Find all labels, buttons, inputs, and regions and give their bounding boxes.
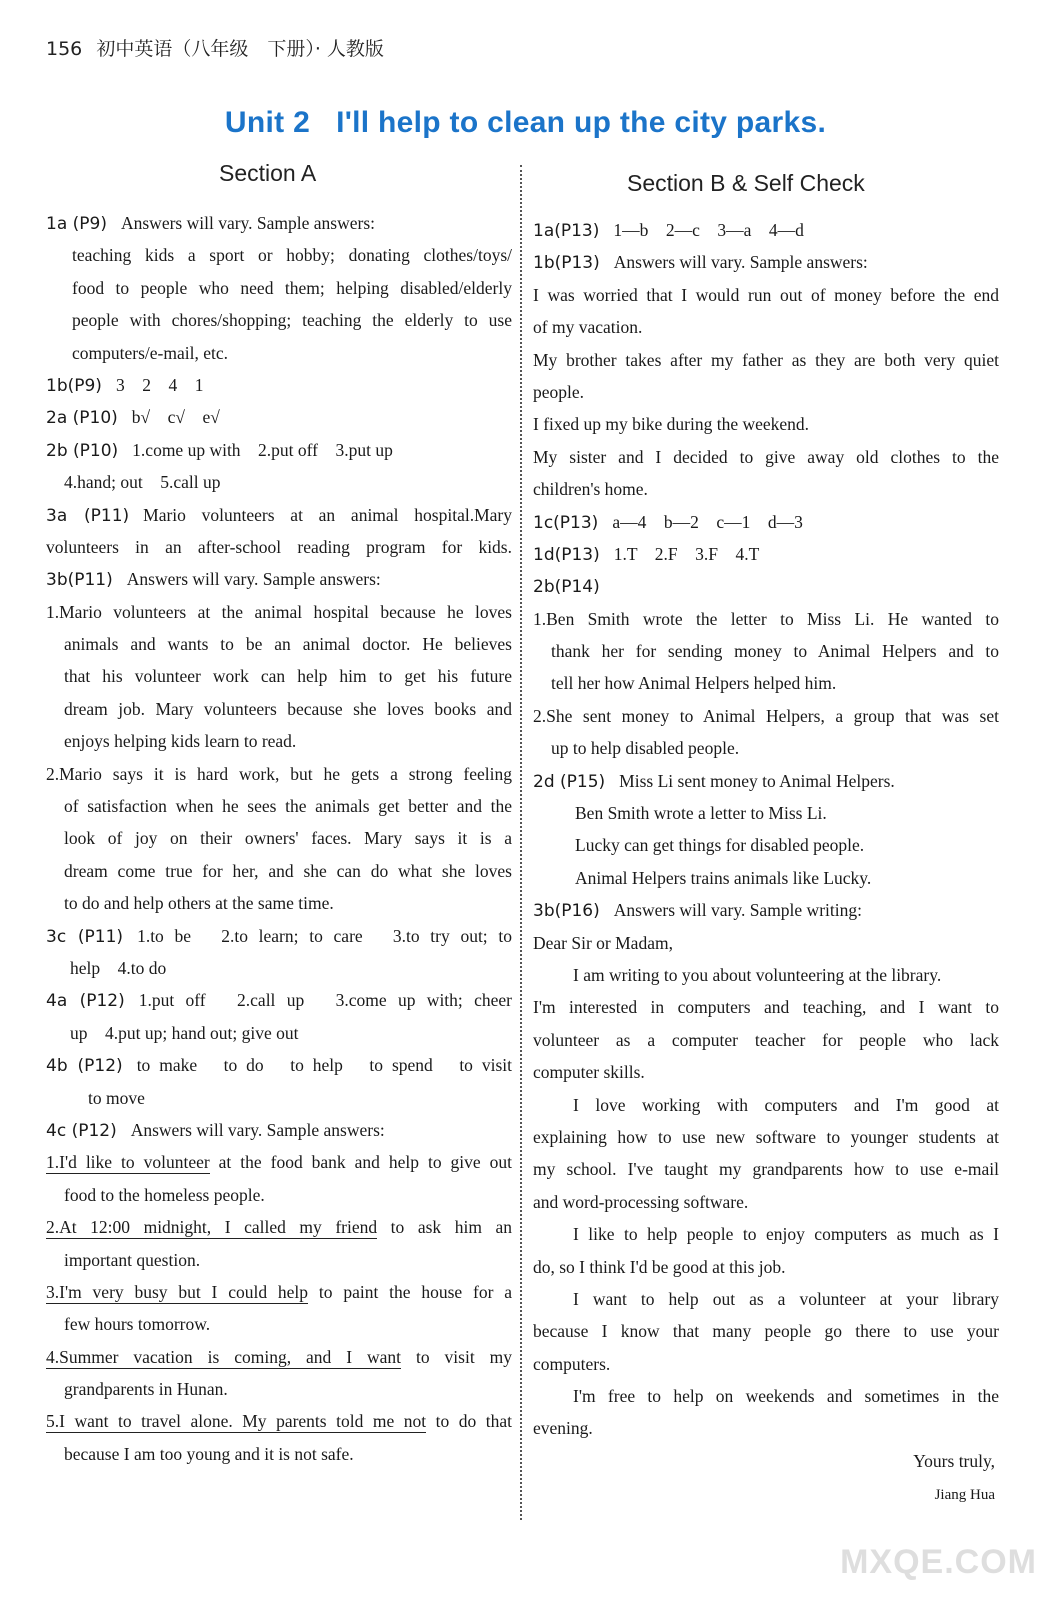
answer-text: my school. I've taught my grandparents how to use e-mail bbox=[533, 1159, 999, 1180]
answer-text: a—4 b—2 c—1 d—3 bbox=[612, 511, 803, 532]
answer-text: Miss Li sent money to Animal Helpers. bbox=[619, 770, 895, 791]
answer-text: 1.T 2.F 3.F 4.T bbox=[613, 543, 760, 564]
answer-text: people. bbox=[533, 381, 585, 402]
answer-text: Answers will vary. Sample writing: bbox=[613, 900, 862, 921]
underlined-text: 5.I want to travel alone. My parents told me not bbox=[46, 1411, 427, 1432]
answer-text: do, so I think I'd be good at this job. bbox=[533, 1256, 786, 1277]
exercise-label: 2d (P15) bbox=[533, 771, 606, 792]
answer-text: animals and wants to be an animal doctor. He believes bbox=[64, 634, 512, 655]
answer-line bbox=[533, 376, 999, 408]
answer-text: important question. bbox=[64, 1249, 201, 1270]
answer-line bbox=[533, 311, 999, 343]
answer-line bbox=[46, 855, 512, 887]
answer-text: at the food bank and help to give out bbox=[209, 1152, 513, 1173]
answer-line bbox=[46, 693, 512, 725]
answer-line bbox=[46, 531, 512, 563]
answer-text: to paint the house for a bbox=[308, 1281, 512, 1302]
answer-line bbox=[533, 441, 999, 473]
answer-line bbox=[46, 790, 512, 822]
answer-line bbox=[46, 1276, 512, 1308]
answer-line bbox=[533, 797, 999, 829]
unit-number: Unit 2 bbox=[224, 106, 311, 139]
answer-text: dream job. Mary volunteers because she loves books and bbox=[64, 698, 512, 719]
answer-text: food to the homeless people. bbox=[64, 1184, 265, 1205]
answer-line bbox=[533, 1218, 999, 1250]
answer-line bbox=[46, 660, 512, 692]
answer-line bbox=[533, 214, 999, 246]
answer-text: evening. bbox=[533, 1418, 593, 1439]
section-b-column bbox=[533, 214, 999, 1510]
answer-text: of satisfaction when he sees the animals get better and the bbox=[64, 796, 512, 817]
answer-text: to visit my bbox=[401, 1346, 512, 1367]
answer-line bbox=[533, 603, 999, 635]
answer-text: to ask him an bbox=[377, 1217, 513, 1238]
unit-title-text: I'll help to clean up the city parks. bbox=[336, 106, 827, 139]
answer-line bbox=[46, 1146, 512, 1178]
answer-line bbox=[46, 1405, 512, 1437]
section-a-column bbox=[46, 207, 512, 1470]
answer-line bbox=[533, 700, 999, 732]
exercise-label: 3a (P11) bbox=[46, 505, 130, 526]
answer-text: help 4.to do bbox=[70, 957, 167, 978]
answer-line bbox=[533, 1251, 999, 1283]
answer-line bbox=[46, 1179, 512, 1211]
answer-text: I'm free to help on weekends and sometimes in the bbox=[573, 1386, 999, 1407]
answer-line bbox=[46, 984, 512, 1016]
answer-text: volunteer as a computer teacher for people who lack bbox=[533, 1029, 999, 1050]
answer-line bbox=[533, 765, 999, 797]
underlined-text: 4.Summer vacation is coming, and I want bbox=[46, 1346, 402, 1367]
answer-text: 2.She sent money to Animal Helpers, a group that was set bbox=[533, 705, 999, 726]
answer-text: Answers will vary. Sample answers: bbox=[613, 252, 868, 273]
answer-line bbox=[46, 887, 512, 919]
answer-text: I was worried that I would run out of money before the end bbox=[533, 284, 999, 305]
answer-line bbox=[46, 596, 512, 628]
answer-line bbox=[533, 1024, 999, 1056]
answer-text: I love working with computers and I'm good at bbox=[573, 1094, 999, 1115]
page-header bbox=[46, 34, 384, 61]
answer-text: My sister and I decided to give away old clothes to the bbox=[533, 446, 999, 467]
answer-line bbox=[46, 1438, 512, 1470]
answer-text: teaching kids a sport or hobby; donating clothes/toys/ bbox=[72, 245, 512, 266]
answer-line bbox=[533, 1283, 999, 1315]
answer-line bbox=[533, 1412, 999, 1444]
answer-line bbox=[533, 506, 999, 538]
answer-line bbox=[46, 239, 512, 271]
exercise-label: 1c(P13) bbox=[533, 512, 599, 533]
exercise-label: 1a (P9) bbox=[46, 214, 107, 234]
exercise-label: 3c (P11) bbox=[46, 926, 124, 947]
page-number: 156 bbox=[46, 38, 83, 60]
answer-text: b√ c√ e√ bbox=[131, 407, 220, 428]
answer-text: computers. bbox=[533, 1353, 611, 1374]
answer-text: computers/e-mail, etc. bbox=[72, 342, 228, 363]
answer-text: I like to help people to enjoy computers as much as I bbox=[573, 1224, 999, 1245]
answer-line bbox=[533, 959, 999, 991]
answer-line bbox=[533, 1348, 999, 1380]
answer-text: I fixed up my bike during the weekend. bbox=[533, 414, 810, 435]
exercise-label: 2b (P10) bbox=[46, 440, 119, 461]
answer-line bbox=[533, 732, 999, 764]
answer-line bbox=[46, 1373, 512, 1405]
answer-text: 1.Ben Smith wrote the letter to Miss Li. He wanted to bbox=[533, 608, 999, 629]
answer-text: thank her for sending money to Animal Helpers and to bbox=[551, 641, 999, 662]
answer-line bbox=[46, 1211, 512, 1243]
answer-text: look of joy on their owners' faces. Mary says it is a bbox=[64, 828, 512, 849]
answer-line bbox=[533, 991, 999, 1023]
answer-text: computer skills. bbox=[533, 1062, 645, 1083]
exercise-label: 4c (P12) bbox=[46, 1120, 117, 1141]
answer-text: 2.Mario says it is hard work, but he gets a strong feeling bbox=[46, 763, 512, 784]
answer-line bbox=[533, 344, 999, 376]
answer-text: to do and help others at the same time. bbox=[64, 893, 334, 914]
answer-text: food to people who need them; helping disabled/elderly bbox=[72, 277, 512, 298]
answer-text: Dear Sir or Madam, bbox=[533, 932, 673, 953]
answer-line bbox=[533, 246, 999, 278]
answer-line bbox=[46, 725, 512, 757]
answer-line bbox=[533, 635, 999, 667]
answer-line bbox=[533, 279, 999, 311]
answer-text: children's home. bbox=[533, 479, 648, 500]
answer-text: dream come true for her, and she can do what she loves bbox=[64, 860, 512, 881]
answer-line bbox=[46, 952, 512, 984]
section-a-heading: Section A bbox=[219, 160, 317, 186]
answer-line bbox=[533, 894, 999, 926]
answer-text: enjoys helping kids learn to read. bbox=[64, 731, 297, 752]
answer-line bbox=[533, 473, 999, 505]
answer-line bbox=[46, 272, 512, 304]
answer-text: because I am too young and it is not safe. bbox=[64, 1443, 354, 1464]
answer-line bbox=[533, 538, 999, 570]
answer-line bbox=[46, 466, 512, 498]
answer-line bbox=[46, 337, 512, 369]
answer-text: Answers will vary. Sample answers: bbox=[120, 213, 376, 233]
answer-text: up to help disabled people. bbox=[551, 738, 740, 759]
answer-line bbox=[46, 1082, 512, 1114]
section-b-heading: Section B & Self Check bbox=[627, 170, 865, 196]
exercise-label: 3b(P16) bbox=[533, 901, 600, 922]
answer-line bbox=[46, 434, 512, 466]
answer-text: explaining how to use new software to younger students at bbox=[533, 1126, 999, 1147]
answer-line bbox=[533, 862, 999, 894]
answer-text: 4.hand; out 5.call up bbox=[64, 472, 221, 493]
answer-text: Animal Helpers trains animals like Lucky. bbox=[575, 867, 872, 888]
answer-text: 1.to be 2.to learn; to care 3.to try out; to bbox=[137, 925, 512, 946]
answer-text: of my vacation. bbox=[533, 317, 643, 338]
answer-line bbox=[533, 408, 999, 440]
answer-text: that his volunteer work can help him to get his future bbox=[64, 666, 512, 687]
answer-text: 1.come up with 2.put off 3.put up bbox=[132, 439, 393, 460]
underlined-text: 2.At 12:00 midnight, I called my friend bbox=[46, 1217, 378, 1238]
answer-line bbox=[533, 1121, 999, 1153]
answer-line bbox=[46, 207, 512, 239]
exercise-label: 1b(P9) bbox=[46, 375, 102, 396]
answer-line bbox=[533, 1153, 999, 1185]
answer-line bbox=[533, 927, 999, 959]
answer-text: I am writing to you about volunteering at the library. bbox=[573, 964, 942, 985]
exercise-label: 3b(P11) bbox=[46, 570, 113, 591]
answer-text: I'm interested in computers and teaching, and I want to bbox=[533, 997, 999, 1018]
answer-line bbox=[533, 1186, 999, 1218]
answer-line bbox=[46, 304, 512, 336]
answer-line bbox=[46, 1114, 512, 1146]
answer-text: 1.put off 2.call up 3.come up with; cheer bbox=[138, 990, 512, 1011]
answer-line bbox=[533, 1445, 999, 1477]
answer-line bbox=[46, 920, 512, 952]
exercise-label: 4a (P12) bbox=[46, 991, 125, 1012]
answer-text: I want to help out as a volunteer at your library bbox=[573, 1288, 999, 1309]
book-title: 初中英语（八年级 下册）· 人教版 bbox=[96, 38, 384, 60]
answer-line bbox=[533, 1089, 999, 1121]
answer-line bbox=[533, 829, 999, 861]
answer-text: Ben Smith wrote a letter to Miss Li. bbox=[575, 803, 827, 824]
answer-line bbox=[533, 1056, 999, 1088]
answer-text: up 4.put up; hand out; give out bbox=[70, 1022, 299, 1043]
answer-line bbox=[46, 822, 512, 854]
answer-text: Answers will vary. Sample answers: bbox=[130, 1119, 385, 1140]
unit-title bbox=[0, 106, 1051, 140]
answer-text: people with chores/shopping; teaching the elderly to use bbox=[72, 310, 512, 331]
answer-line bbox=[46, 1341, 512, 1373]
exercise-label: 4b (P12) bbox=[46, 1056, 123, 1077]
column-divider bbox=[520, 165, 522, 1520]
answer-text: Lucky can get things for disabled people. bbox=[575, 835, 865, 856]
answer-text: few hours tomorrow. bbox=[64, 1314, 211, 1335]
answer-text: Answers will vary. Sample answers: bbox=[126, 569, 381, 590]
answer-text: tell her how Animal Helpers helped him. bbox=[551, 673, 837, 694]
answer-line bbox=[533, 1477, 999, 1509]
answer-line bbox=[533, 667, 999, 699]
exercise-label: 1d(P13) bbox=[533, 544, 600, 565]
answer-text: to move bbox=[88, 1087, 145, 1108]
answer-text: because I know that many people go there to use your bbox=[533, 1321, 999, 1342]
exercise-label: 1b(P13) bbox=[533, 253, 600, 274]
exercise-label: 2a (P10) bbox=[46, 408, 118, 429]
underlined-text: 3.I'm very busy but I could help bbox=[46, 1281, 309, 1302]
exercise-label: 1a(P13) bbox=[533, 221, 600, 241]
watermark: MXQE.COM bbox=[840, 1543, 1037, 1581]
underlined-text: 1.I'd like to volunteer bbox=[46, 1152, 210, 1173]
answer-line bbox=[46, 1308, 512, 1340]
answer-line bbox=[46, 628, 512, 660]
answer-line bbox=[533, 1380, 999, 1412]
answer-text: 1.Mario volunteers at the animal hospital because he loves bbox=[46, 601, 512, 622]
answer-line bbox=[533, 570, 999, 602]
answer-text: Yours truly, bbox=[913, 1450, 995, 1471]
answer-line bbox=[46, 401, 512, 433]
answer-text: Mario volunteers at an animal hospital.Mary bbox=[143, 504, 512, 525]
exercise-label: 2b(P14) bbox=[533, 577, 600, 598]
answer-text: My brother takes after my father as they are both very quiet bbox=[533, 349, 999, 370]
answer-text: and word-processing software. bbox=[533, 1191, 749, 1212]
answer-line bbox=[46, 499, 512, 531]
answer-text: Jiang Hua bbox=[934, 1487, 995, 1504]
answer-line bbox=[46, 758, 512, 790]
answer-line bbox=[533, 1315, 999, 1347]
answer-text: to make to do to help to spend to visit bbox=[136, 1055, 512, 1076]
answer-text: grandparents in Hunan. bbox=[64, 1379, 228, 1400]
answer-text: 1—b 2—c 3—a 4—d bbox=[613, 220, 804, 240]
answer-line bbox=[46, 369, 512, 401]
answer-line bbox=[46, 1244, 512, 1276]
answer-line bbox=[46, 563, 512, 595]
answer-text: to do that bbox=[426, 1411, 512, 1432]
answer-line bbox=[46, 1017, 512, 1049]
answer-text: volunteers in an after-school reading program for kids. bbox=[46, 536, 512, 557]
answer-line bbox=[46, 1049, 512, 1081]
answer-text: 3 2 4 1 bbox=[115, 374, 204, 395]
